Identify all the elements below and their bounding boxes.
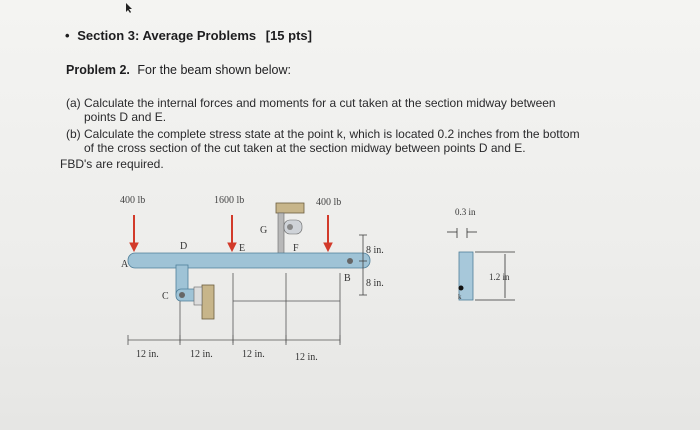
load-arrow-f-head [324,243,332,251]
section-title: Section 3: Average Problems [77,28,257,43]
beam-diagram [110,185,430,370]
load-arrow-e-head [228,243,236,251]
point-f-label: F [293,243,299,254]
problem-label: Problem 2. [66,63,130,77]
load-label-f: 400 lb [316,197,342,208]
span-label-4: 12 in. [295,352,318,363]
mouse-cursor-icon [125,2,133,14]
part-a-line-1: (a) Calculate the internal forces and moments for a cut taken at the section midway between [66,96,556,110]
point-c-label: C [162,291,169,302]
load-label-e: 1600 lb [214,195,245,206]
point-k-label: k [458,293,462,301]
point-a-label: A [121,259,129,270]
pin-c-icon [179,292,185,298]
part-b-line-2: of the cross section of the cut taken at the section midway between points D and E. [84,141,526,155]
width-label: 0.3 in [455,207,476,217]
part-a-line-2: points D and E. [84,110,167,124]
point-b-label: B [344,273,351,284]
section-heading [65,28,312,43]
pin-b-icon [347,258,353,264]
point-d-label: D [180,241,188,252]
load-label-a: 400 lb [120,195,146,206]
height-label-bottom: 8 in. [366,278,384,289]
load-arrow-a-head [130,243,138,251]
pin-g-icon [287,224,293,230]
section-points: [15 pts] [265,28,312,43]
span-label-3: 12 in. [242,349,265,360]
point-e-label: E [239,243,246,254]
point-g-label: G [260,225,268,236]
top-support-block [276,203,304,213]
part-b-line-1: (b) Calculate the complete stress state at the point k, which is located 0.2 inches from the bottom [66,127,580,141]
bullet-icon: • [65,28,70,43]
support-c [202,285,214,319]
height-label: 1.2 in [489,272,510,282]
main-beam [128,253,370,268]
span-label-1: 12 in. [136,349,159,360]
hatched-wall [194,287,202,305]
point-k-marker [459,286,464,291]
fbd-note: FBD's are required. [60,157,164,171]
span-label-2: 12 in. [190,349,213,360]
problem-prompt: For the beam shown below: [137,63,291,77]
height-label-top: 8 in. [366,245,384,256]
problem-line [66,63,291,77]
cross-section-diagram [445,200,535,310]
